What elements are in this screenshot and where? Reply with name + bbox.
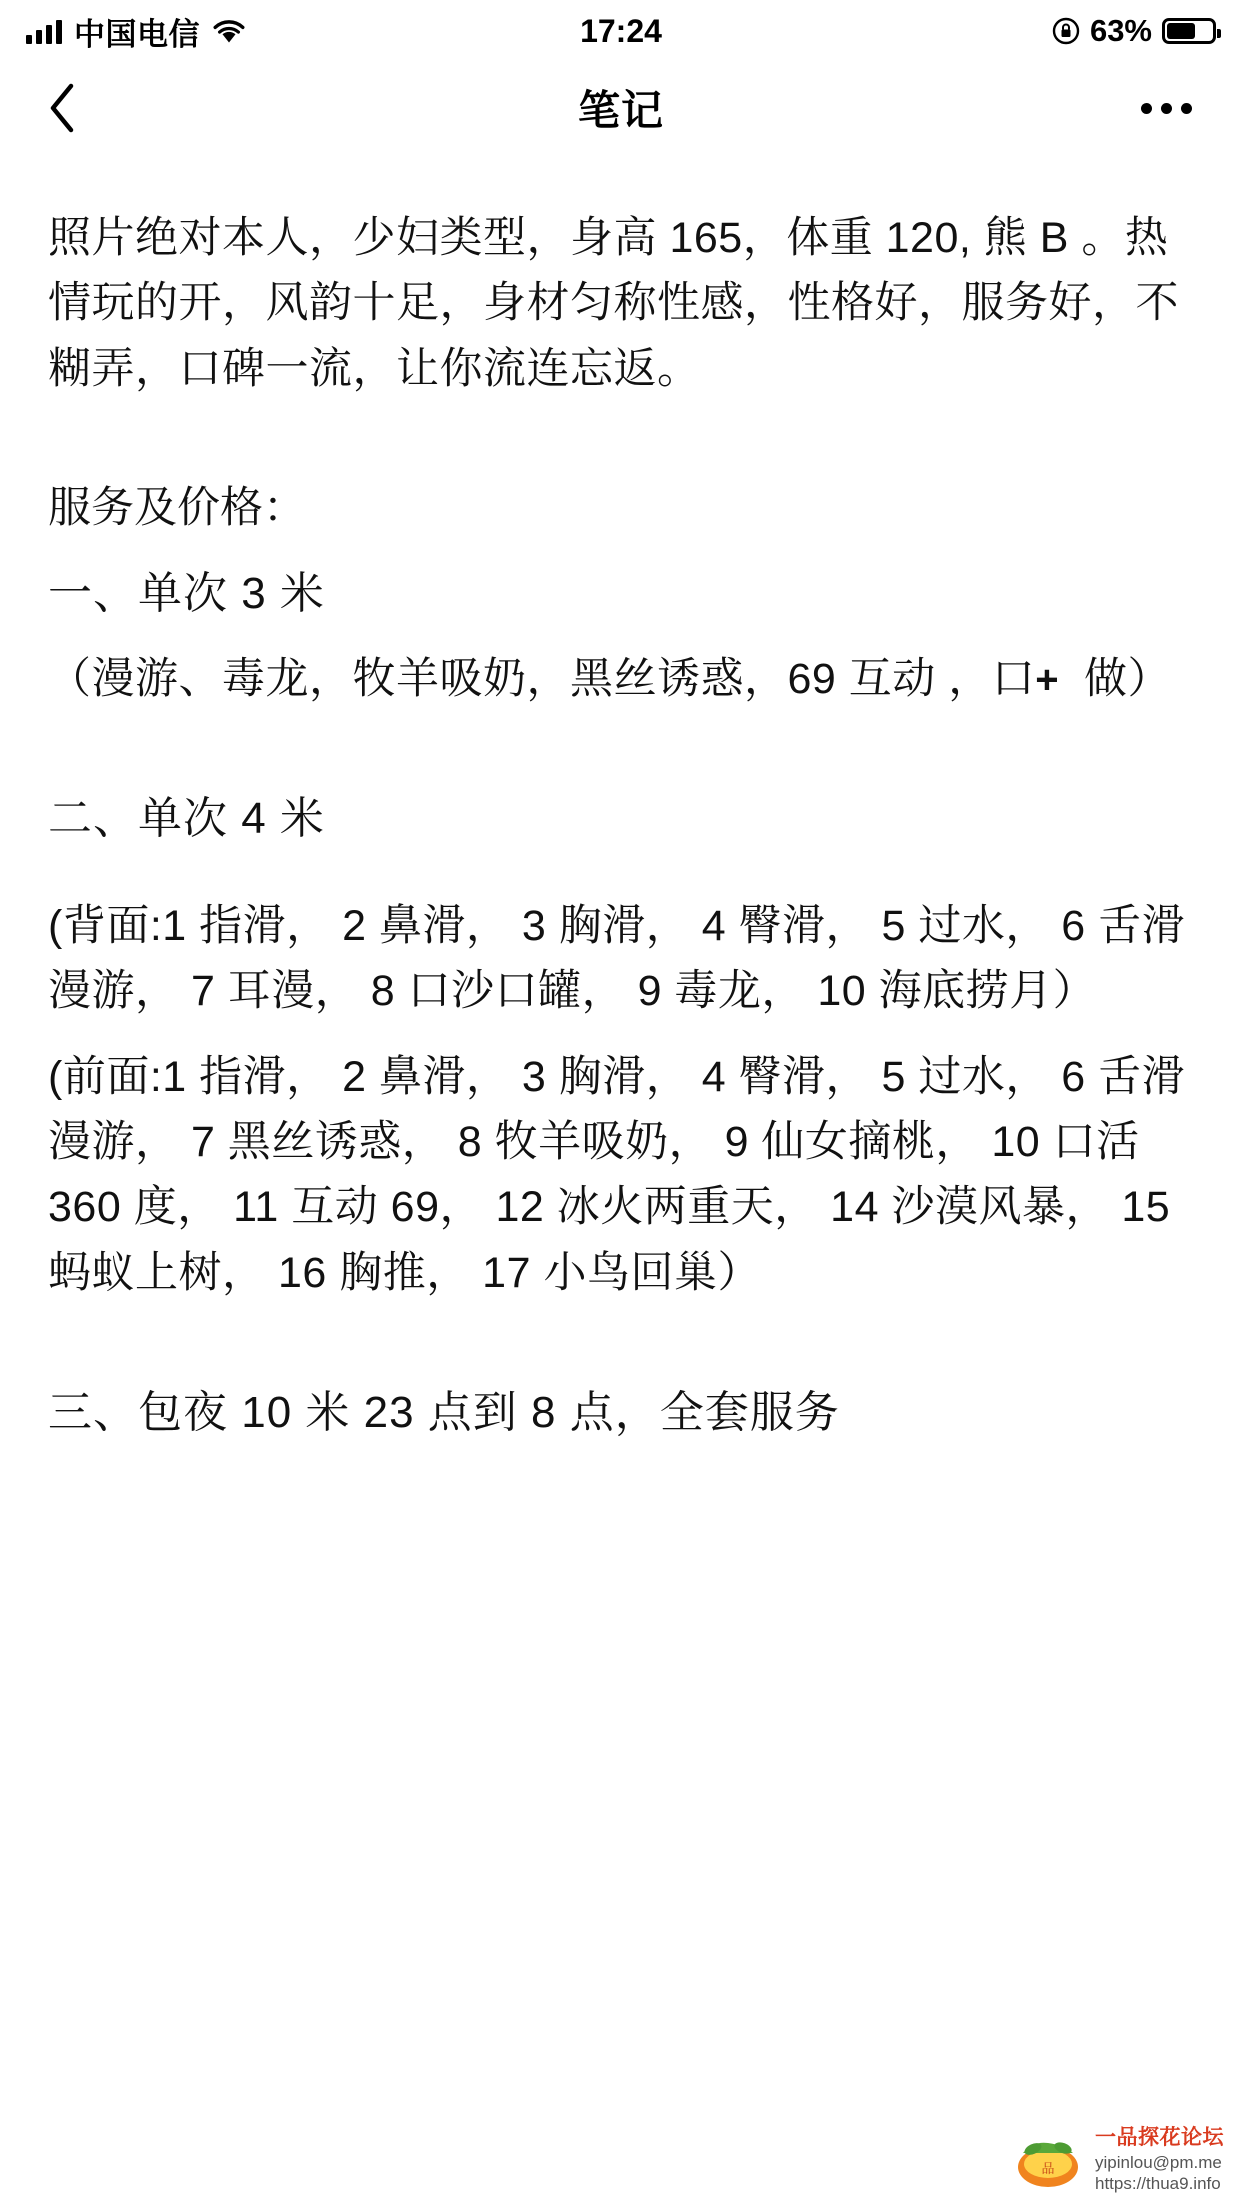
back-chevron-icon[interactable]	[40, 86, 84, 130]
service-item-1-detail-prefix: （漫游、毒龙，牧羊吸奶，黑丝诱惑，69 互动 ，口	[48, 654, 1036, 703]
more-options-icon[interactable]	[1131, 93, 1202, 124]
service-item-2-front-line: (前面:1 指滑， 2 鼻滑， 3 胸滑， 4 臀滑， 5 过水， 6 舌滑漫游， 7 黑丝诱惑， 8 牧羊吸奶， 9 仙女摘桃， 10 口活 360 度， 11 互动 69， 12 冰火两重天， 14 沙漠风暴， 15 蚂蚁上树， 16 胸推， 17 小鸟回巢）	[48, 1052, 1186, 1297]
forum-logo-icon	[1011, 2131, 1085, 2189]
spacer	[48, 402, 1194, 476]
svg-text:品: 品	[1041, 2160, 1055, 2176]
service-item-1-detail-suffix: 做）	[1084, 654, 1171, 703]
service-item-1-title: 一、单次 3 米	[48, 568, 325, 618]
battery-percent-label: 63%	[1089, 13, 1152, 48]
status-bar	[0, 0, 1242, 62]
service-item-1-detail	[48, 647, 1194, 712]
service-price-heading: 服务及价格：	[48, 484, 306, 533]
note-content	[0, 154, 1242, 1446]
plus-icon: +	[1035, 657, 1060, 702]
spacer	[48, 1025, 1194, 1045]
carrier-label: 中国电信	[74, 16, 200, 52]
wifi-icon	[212, 18, 246, 44]
note-intro-paragraph: 照片绝对本人，少妇类型，身高 165，体重 120, 熊 B 。热情玩的开，风韵十足，身材匀称性感，性格好，服务好，不糊弄，口碑一流，让你流连忘返。	[48, 214, 1179, 393]
spacer	[48, 1306, 1194, 1380]
status-bar-left	[26, 9, 246, 54]
watermark	[1011, 2125, 1224, 2194]
service-item-2-back-line: (背面:1 指滑， 2 鼻滑， 3 胸滑， 4 臀滑， 5 过水， 6 舌滑漫游， 7 耳漫， 8 口沙口罐， 9 毒龙， 10 海底捞月）	[48, 901, 1186, 1016]
watermark-url: https://thua9.info	[1095, 2173, 1221, 2193]
signal-bars-icon	[26, 18, 62, 44]
page-title: 笔记	[577, 87, 664, 134]
spacer	[48, 712, 1194, 786]
watermark-email: yipinlou@pm.me	[1095, 2152, 1222, 2172]
status-bar-right	[1052, 13, 1216, 49]
spacer	[48, 627, 1194, 647]
navigation-bar	[0, 62, 1242, 154]
rotation-lock-icon	[1052, 17, 1080, 45]
watermark-text	[1095, 2125, 1224, 2194]
service-item-3-title: 三、包夜 10 米 23 点到 8 点，全套服务	[48, 1388, 840, 1438]
spacer	[48, 852, 1194, 894]
service-item-2-title: 二、单次 4 米	[48, 793, 325, 843]
status-bar-clock: 17:24	[580, 12, 662, 49]
watermark-title: 一品探花论坛	[1095, 2126, 1224, 2150]
battery-icon	[1162, 18, 1216, 44]
spacer	[48, 541, 1194, 561]
